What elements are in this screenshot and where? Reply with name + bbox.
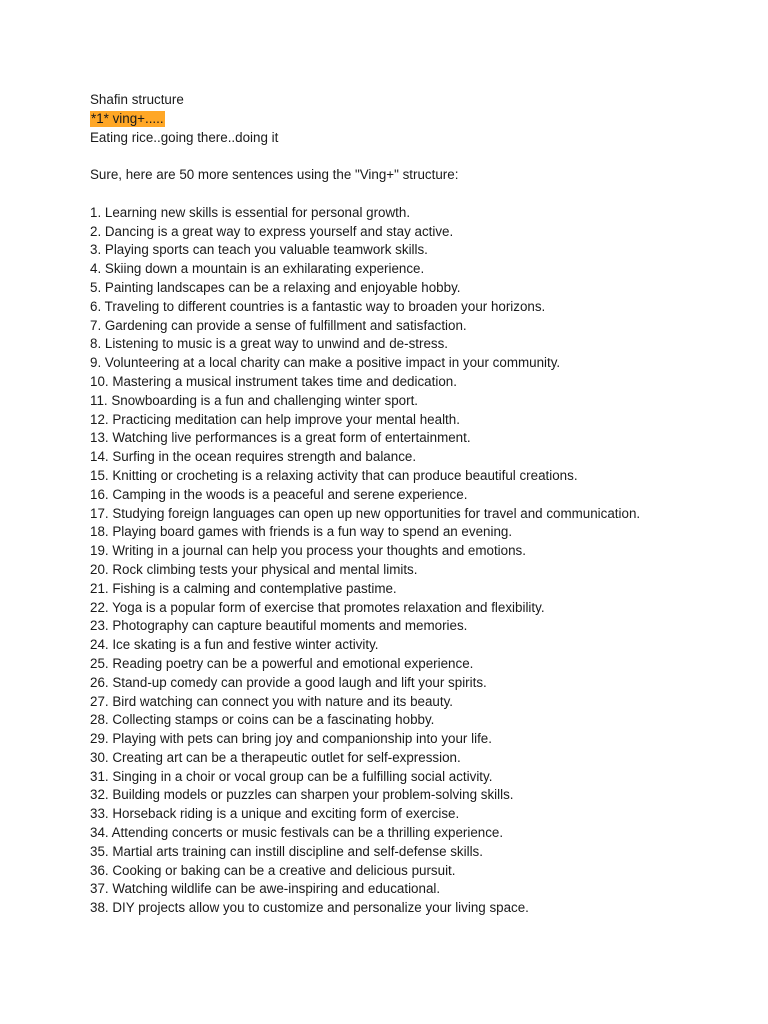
list-item: 16. Camping in the woods is a peaceful and serene experience. <box>90 486 468 502</box>
list-item: 23. Photography can capture beautiful moments and memories. <box>90 618 468 634</box>
list-item: 17. Studying foreign languages can open up new opportunities for travel and communication. <box>90 505 641 521</box>
list-item: 19. Writing in a journal can help you process your thoughts and emotions. <box>90 543 526 559</box>
list-item: 36. Cooking or baking can be a creative and delicious pursuit. <box>90 862 456 878</box>
list-item: 26. Stand-up comedy can provide a good laugh and lift your spirits. <box>90 674 487 690</box>
list-item: 22. Yoga is a popular form of exercise that promotes relaxation and flexibility. <box>90 599 545 615</box>
list-item: 4. Skiing down a mountain is an exhilarating experience. <box>90 261 425 277</box>
list-item: 27. Bird watching can connect you with nature and its beauty. <box>90 693 454 709</box>
list-item: 5. Painting landscapes can be a relaxing and enjoyable hobby. <box>90 279 461 295</box>
list-item: 31. Singing in a choir or vocal group can be a fulfilling social activity. <box>90 768 493 784</box>
list-item: 30. Creating art can be a therapeutic outlet for self-expression. <box>90 749 461 765</box>
list-item: 33. Horseback riding is a unique and exciting form of exercise. <box>90 806 460 822</box>
list-item: 10. Mastering a musical instrument takes time and dedication. <box>90 373 457 389</box>
example-line: Eating rice..going there..doing it <box>90 129 279 145</box>
list-item: 38. DIY projects allow you to customize and personalize your living space. <box>90 900 529 916</box>
blank-line <box>90 185 750 204</box>
list-item: 14. Surfing in the ocean requires strength and balance. <box>90 449 417 465</box>
list-item: 7. Gardening can provide a sense of fulfillment and satisfaction. <box>90 317 467 333</box>
list-item: 24. Ice skating is a fun and festive winter activity. <box>90 637 379 653</box>
list-item: 11. Snowboarding is a fun and challenging winter sport. <box>90 392 419 408</box>
document-title: Shafin structure <box>90 92 184 107</box>
list-item: 21. Fishing is a calming and contemplative pastime. <box>90 580 397 596</box>
list-item: 28. Collecting stamps or coins can be a fascinating hobby. <box>90 712 435 728</box>
list-item: 18. Playing board games with friends is a fun way to spend an evening. <box>90 524 513 540</box>
list-item: 25. Reading poetry can be a powerful and emotional experience. <box>90 655 474 671</box>
list-item: 15. Knitting or crocheting is a relaxing activity that can produce beautiful creations. <box>90 467 578 483</box>
list-item: 12. Practicing meditation can help improve your mental health. <box>90 411 460 427</box>
blank-line <box>90 147 750 166</box>
list-item: 29. Playing with pets can bring joy and companionship into your life. <box>90 731 492 747</box>
list-item: 37. Watching wildlife can be awe-inspiring and educational. <box>90 881 441 897</box>
highlighted-text: *1* ving+..... <box>91 110 164 126</box>
list-item: 8. Listening to music is a great way to unwind and de-stress. <box>90 336 449 352</box>
highlight-line <box>90 110 750 129</box>
intro-line: Sure, here are 50 more sentences using the "Ving+" structure: <box>90 167 459 183</box>
list-item: 20. Rock climbing tests your physical and mental limits. <box>90 561 418 577</box>
list-item: 35. Martial arts training can instill discipline and self-defense skills. <box>90 843 483 859</box>
list-item: 3. Playing sports can teach you valuable teamwork skills. <box>90 242 428 258</box>
list-item: 1. Learning new skills is essential for personal growth. <box>90 204 411 220</box>
list-item: 6. Traveling to different countries is a fantastic way to broaden your horizons. <box>90 298 546 314</box>
list-item: 13. Watching live performances is a great form of entertainment. <box>90 430 471 446</box>
sentence-list <box>90 204 750 918</box>
list-item: 9. Volunteering at a local charity can make a positive impact in your community. <box>90 355 561 371</box>
document-body <box>90 91 750 918</box>
list-item: 32. Building models or puzzles can sharpen your problem-solving skills. <box>90 787 514 803</box>
list-item: 34. Attending concerts or music festivals can be a thrilling experience. <box>90 825 504 841</box>
list-item: 2. Dancing is a great way to express yourself and stay active. <box>90 223 454 239</box>
